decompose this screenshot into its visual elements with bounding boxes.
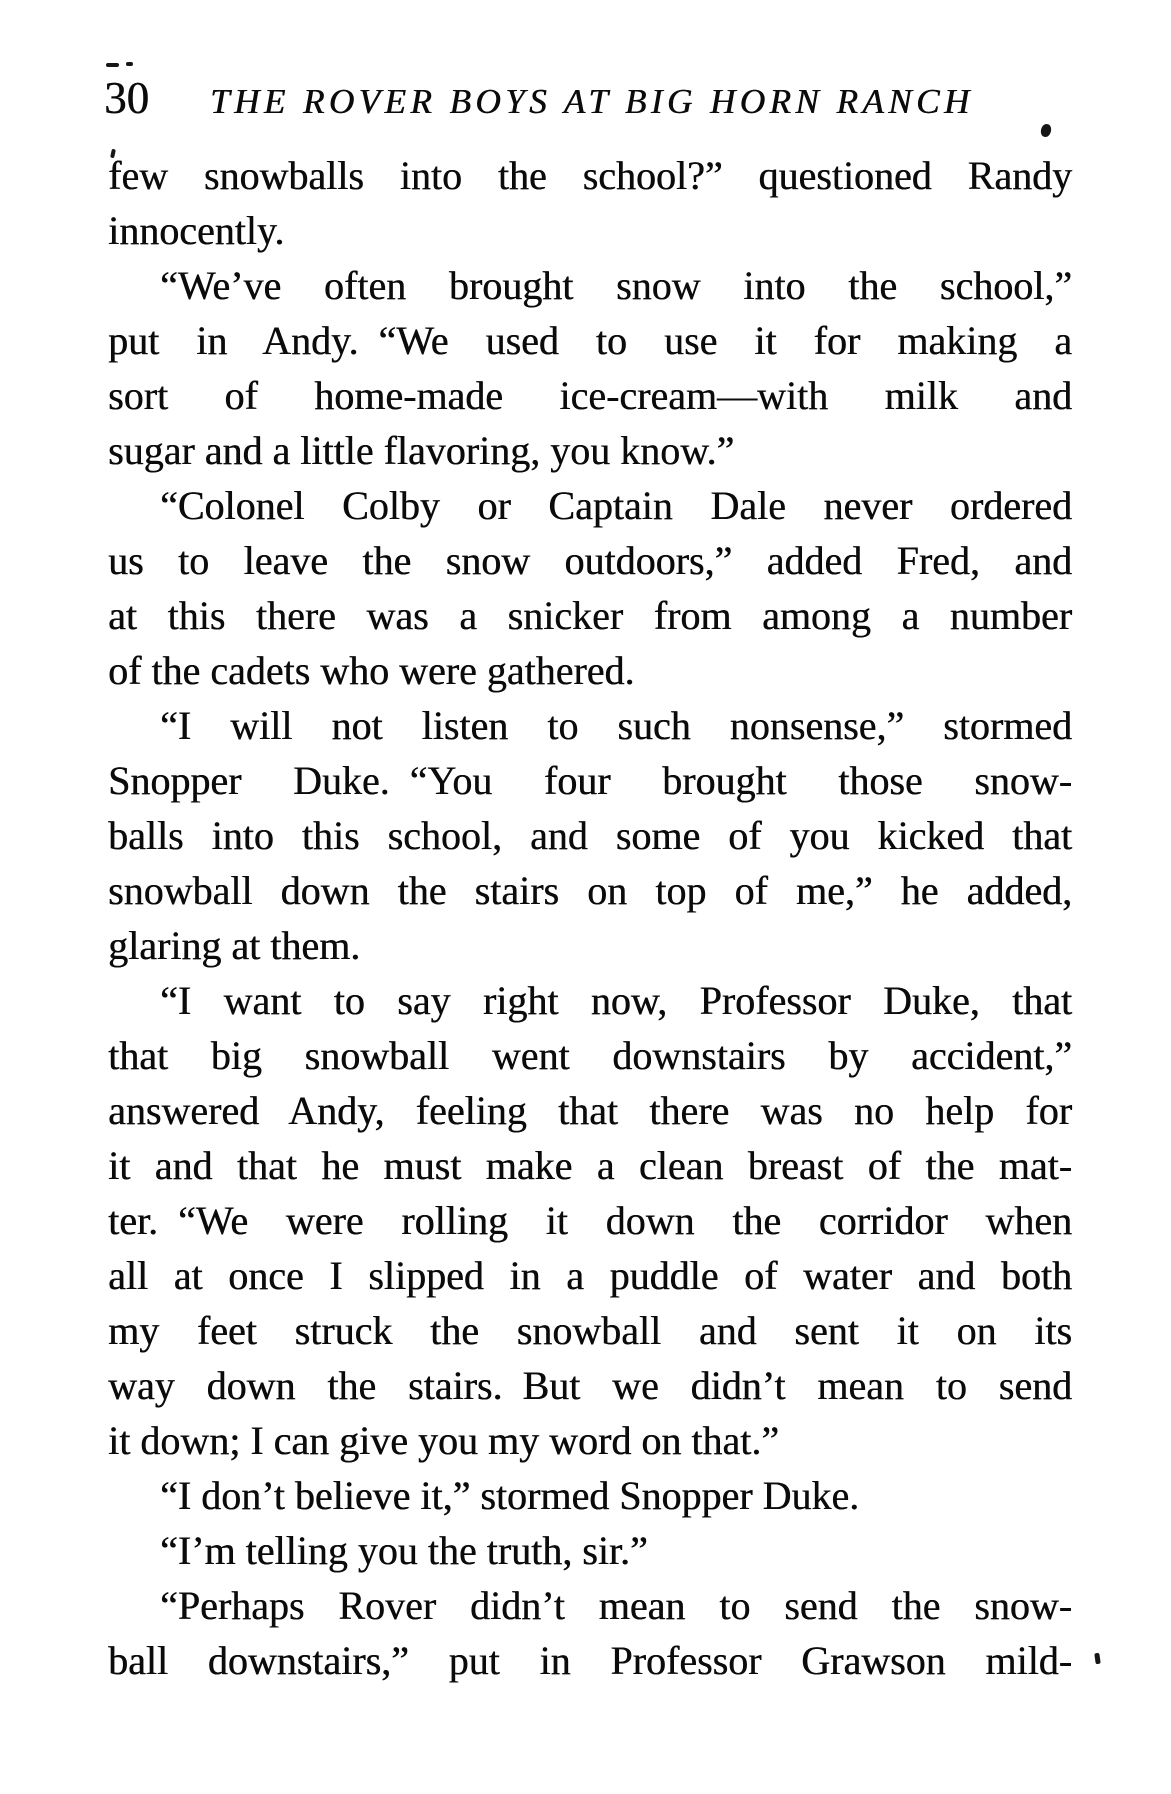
body-text: [108, 148, 1072, 1688]
text-line: glaring at them.: [108, 923, 361, 968]
text-line: “I don’t believe it,” stormed Snopper Duke.: [160, 1473, 860, 1518]
text-line: way down the stairs. But we didn’t mean to send: [108, 1363, 1072, 1408]
text-line: it and that he must make a clean breast of the mat-: [108, 1143, 1072, 1188]
text-line: at this there was a snicker from among a number: [108, 593, 1072, 638]
text-line: answered Andy, feeling that there was no help for: [108, 1088, 1072, 1133]
text-line: Snopper Duke. “You four brought those snow-: [108, 758, 1072, 803]
text-line: “I will not listen to such nonsense,” stormed: [160, 703, 1072, 748]
text-line: balls into this school, and some of you kicked that: [108, 813, 1072, 858]
text-line: “We’ve often brought snow into the school,”: [160, 263, 1072, 308]
text-line: it down; I can give you my word on that.”: [108, 1418, 779, 1463]
text-line: “I’m telling you the truth, sir.”: [160, 1528, 648, 1573]
ink-dot: [1040, 123, 1053, 138]
ink-speck: [126, 62, 133, 66]
text-line: innocently.: [108, 208, 285, 253]
text-line: that big snowball went downstairs by accident,”: [108, 1033, 1072, 1078]
ink-speck: [106, 63, 119, 67]
text-line: sort of home-made ice-cream—with milk and: [108, 373, 1072, 418]
text-line: “Colonel Colby or Captain Dale never ordered: [160, 483, 1072, 528]
text-line: few snowballs into the school?” questioned Randy: [108, 153, 1072, 198]
text-line: “I want to say right now, Professor Duke, that: [160, 978, 1072, 1023]
text-line: sugar and a little flavoring, you know.”: [108, 428, 735, 473]
text-line: “Perhaps Rover didn’t mean to send the snow-: [160, 1583, 1072, 1628]
text-line: ball downstairs,” put in Professor Grawson mild-: [108, 1638, 1072, 1683]
text-line: my feet struck the snowball and sent it on its: [108, 1308, 1072, 1353]
ink-speck: [1094, 1653, 1100, 1665]
text-line: snowball down the stairs on top of me,” he added,: [108, 868, 1072, 913]
page-number: 30: [104, 73, 149, 123]
text-line: of the cadets who were gathered.: [108, 648, 635, 693]
running-header-title: THE ROVER BOYS AT BIG HORN RANCH: [210, 82, 974, 121]
text-line: ter. “We were rolling it down the corridor when: [108, 1198, 1072, 1243]
text-line: all at once I slipped in a puddle of water and both: [108, 1253, 1072, 1298]
text-line: us to leave the snow outdoors,” added Fred, and: [108, 538, 1072, 583]
text-line: put in Andy. “We used to use it for making a: [108, 318, 1072, 363]
